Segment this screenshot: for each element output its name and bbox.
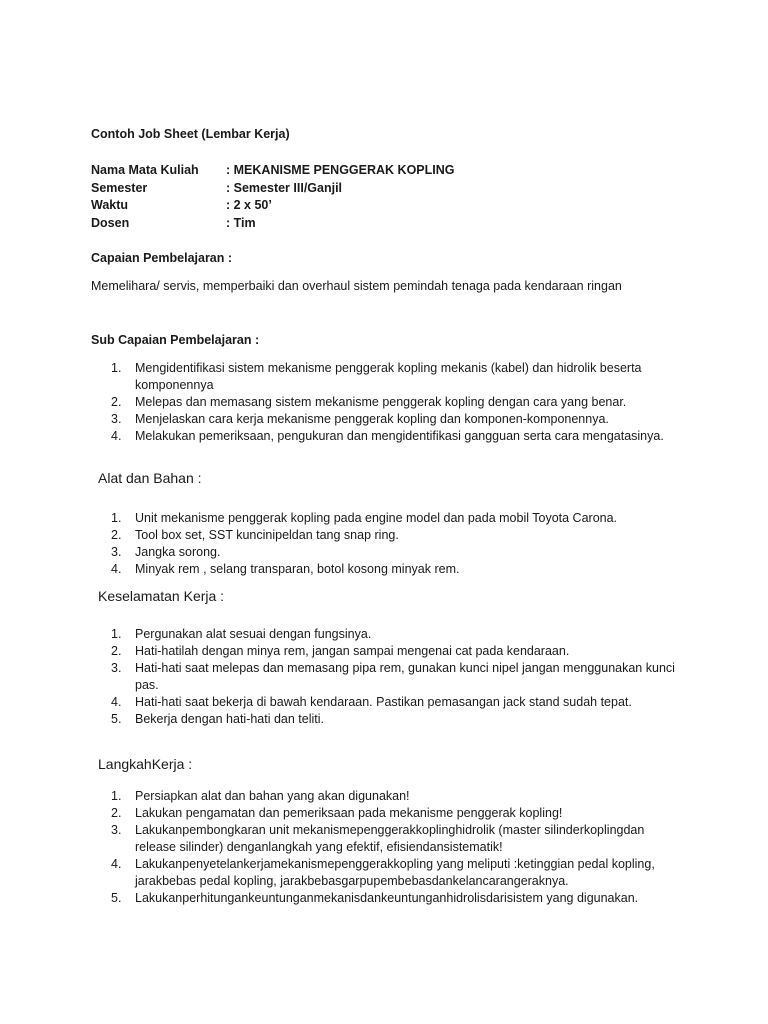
list-item: 5. Bekerja dengan hati-hati dan teliti.: [111, 712, 325, 726]
meta-row-time: [91, 197, 455, 215]
meta-value: : Semester III/Ganjil: [226, 180, 343, 195]
meta-row-semester: [91, 180, 455, 198]
capaian-text: Memelihara/ servis, memperbaiki dan overhaul sistem pemindah tenaga pada kendaraan ringan: [91, 279, 622, 293]
list-item: 1. Unit mekanisme penggerak kopling pada engine model dan pada mobil Toyota Carona.: [111, 511, 618, 525]
meta-row-lecturer: [91, 215, 455, 233]
list-item: 4. Minyak rem , selang transparan, botol kosong minyak rem.: [111, 562, 460, 576]
list-item: 3. Hati-hati saat melepas dan memasang pipa rem, gunakan kunci nipel jangan menggunakan kunci pas.: [111, 661, 675, 692]
meta-value: : Tim: [226, 215, 256, 230]
list-item: 2. Tool box set, SST kuncinipeldan tang snap ring.: [111, 528, 399, 542]
alat-heading: Alat dan Bahan :: [98, 470, 202, 486]
list-item: 4. Melakukan pemeriksaan, pengukuran dan mengidentifikasi gangguan serta cara mengatasinya.: [111, 429, 664, 443]
keselamatan-heading: Keselamatan Kerja :: [98, 588, 225, 604]
sub-capaian-list: [91, 360, 681, 445]
meta-value: : 2 x 50’: [226, 198, 272, 212]
list-item: 4. Hati-hati saat bekerja di bawah kendaraan. Pastikan pemasangan jack stand sudah tepat.: [111, 695, 632, 709]
meta-label: Dosen: [91, 215, 130, 230]
meta-row-course: [91, 162, 455, 180]
list-item: 3. Lakukanpembongkaran unit mekanismepenggerakkoplinghidrolik (master silinderkoplingdan release silinder) denganlangkah yang efektif, efisiendansistematik!: [111, 823, 645, 854]
capaian-heading: Capaian Pembelajaran :: [91, 251, 233, 265]
list-item: 5. Lakukanperhitungankeuntunganmekanisdankeuntunganhidrolisdarisistem yang digunakan.: [111, 891, 639, 905]
alat-list: [91, 510, 681, 578]
meta-label: Nama Mata Kuliah: [91, 163, 199, 177]
list-item: 1. Pergunakan alat sesuai dengan fungsinya.: [111, 627, 372, 641]
meta-value: : MEKANISME PENGGERAK KOPLING: [226, 163, 455, 177]
course-info: [91, 162, 455, 232]
list-item: 3. Jangka sorong.: [111, 545, 221, 559]
list-item: 1. Mengidentifikasi sistem mekanisme penggerak kopling mekanis (kabel) dan hidrolik beserta komponennya: [111, 361, 642, 392]
list-item: 4. Lakukanpenyetelankerjamekanismepenggerakkopling yang meliputi :ketinggian pedal kopling, jarakbebas pedal kopling, jarakbebasgarpupembebasdankelancarangeraknya.: [111, 857, 655, 888]
meta-label: Waktu: [91, 198, 129, 212]
langkah-heading: LangkahKerja :: [98, 756, 193, 772]
meta-label: Semester: [91, 180, 148, 195]
list-item: 2. Hati-hatilah dengan minya rem, jangan sampai mengenai cat pada kendaraan.: [111, 644, 570, 658]
list-item: 2. Melepas dan memasang sistem mekanisme penggerak kopling dengan cara yang benar.: [111, 395, 627, 409]
document-title: Contoh Job Sheet (Lembar Kerja): [91, 127, 290, 141]
list-item: 3. Menjelaskan cara kerja mekanisme penggerak kopling dan komponen-komponennya.: [111, 412, 609, 426]
sub-capaian-heading: Sub Capaian Pembelajaran :: [91, 333, 260, 347]
keselamatan-list: [91, 626, 681, 728]
langkah-list: [91, 788, 681, 907]
list-item: 2. Lakukan pengamatan dan pemeriksaan pada mekanisme penggerak kopling!: [111, 806, 563, 820]
list-item: 1. Persiapkan alat dan bahan yang akan digunakan!: [111, 789, 410, 803]
